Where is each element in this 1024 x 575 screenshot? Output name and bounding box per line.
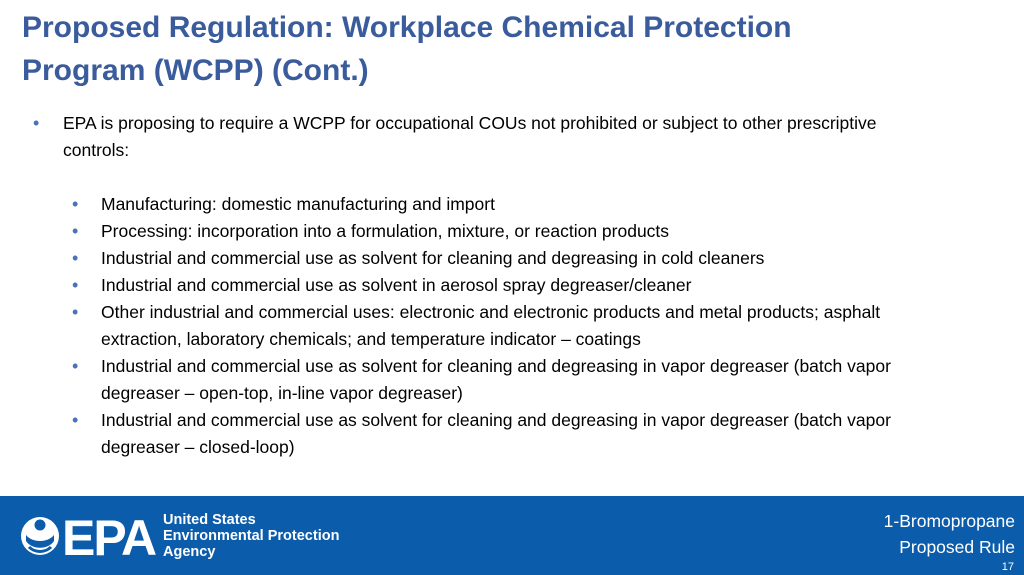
main-bullet-marker: •	[33, 113, 40, 133]
sub-bullet-item	[72, 407, 991, 461]
sub-bullet-item	[72, 245, 991, 272]
sub-bullet-line: degreaser – closed-loop)	[101, 437, 295, 457]
sub-bullet-line: extraction, laboratory chemicals; and temperature indicator – coatings	[101, 329, 641, 349]
sub-bullet-marker: •	[72, 248, 79, 268]
agency-line-2: Environmental Protection	[163, 528, 340, 544]
slide-title-line-1: Proposed Regulation: Workplace Chemical Protection	[22, 11, 792, 44]
main-bullet-text	[63, 110, 993, 164]
sub-bullet-line: Industrial and commercial use as solvent in aerosol spray degreaser/cleaner	[101, 275, 692, 295]
sub-bullet-item	[72, 191, 991, 218]
sub-bullet-marker: •	[72, 302, 79, 322]
sub-bullet-item	[72, 353, 991, 407]
agency-line-1: United States	[163, 512, 256, 528]
sub-bullet-marker: •	[72, 410, 79, 430]
sub-bullet-marker: •	[72, 194, 79, 214]
main-bullet-line-1: EPA is proposing to require a WCPP for occupational COUs not prohibited or subject to other prescriptive	[63, 113, 877, 133]
slide-title-line-2: Program (WCPP) (Cont.)	[22, 54, 369, 87]
footer-rule-name	[884, 508, 1015, 560]
page-number: 17	[1001, 561, 1014, 573]
sub-bullet-item	[72, 299, 991, 353]
sub-bullet-line: Industrial and commercial use as solvent for cleaning and degreasing in vapor degreaser (batch vapor	[101, 410, 891, 430]
sub-bullet-line: Industrial and commercial use as solvent for cleaning and degreasing in cold cleaners	[101, 248, 765, 268]
sub-bullet-marker: •	[72, 275, 79, 295]
sub-bullet-line: Other industrial and commercial uses: electronic and electronic products and metal products; asphalt	[101, 302, 881, 322]
footer-rule-line-2: Proposed Rule	[899, 537, 1015, 557]
agency-name	[163, 512, 339, 560]
sub-bullet-marker: •	[72, 221, 79, 241]
epa-flower-icon	[21, 517, 59, 555]
sub-bullet-list	[0, 191, 1024, 461]
footer-bar	[0, 496, 1024, 575]
sub-bullet-line: Manufacturing: domestic manufacturing and import	[101, 194, 495, 214]
epa-logo-word: EPA	[62, 510, 156, 562]
footer-rule-line-1: 1-Bromopropane	[883, 511, 1015, 531]
slide-title	[22, 6, 922, 92]
sub-bullet-line: Industrial and commercial use as solvent for cleaning and degreasing in vapor degreaser (batch vapor	[101, 356, 891, 376]
agency-line-3: Agency	[163, 544, 216, 560]
sub-bullet-item	[72, 218, 991, 245]
sub-bullet-marker: •	[72, 356, 79, 376]
main-bullet-line-2: controls:	[63, 140, 130, 160]
sub-bullet-item	[72, 272, 991, 299]
sub-bullet-line: degreaser – open-top, in-line vapor degreaser)	[101, 383, 463, 403]
sub-bullet-line: Processing: incorporation into a formulation, mixture, or reaction products	[101, 221, 670, 241]
